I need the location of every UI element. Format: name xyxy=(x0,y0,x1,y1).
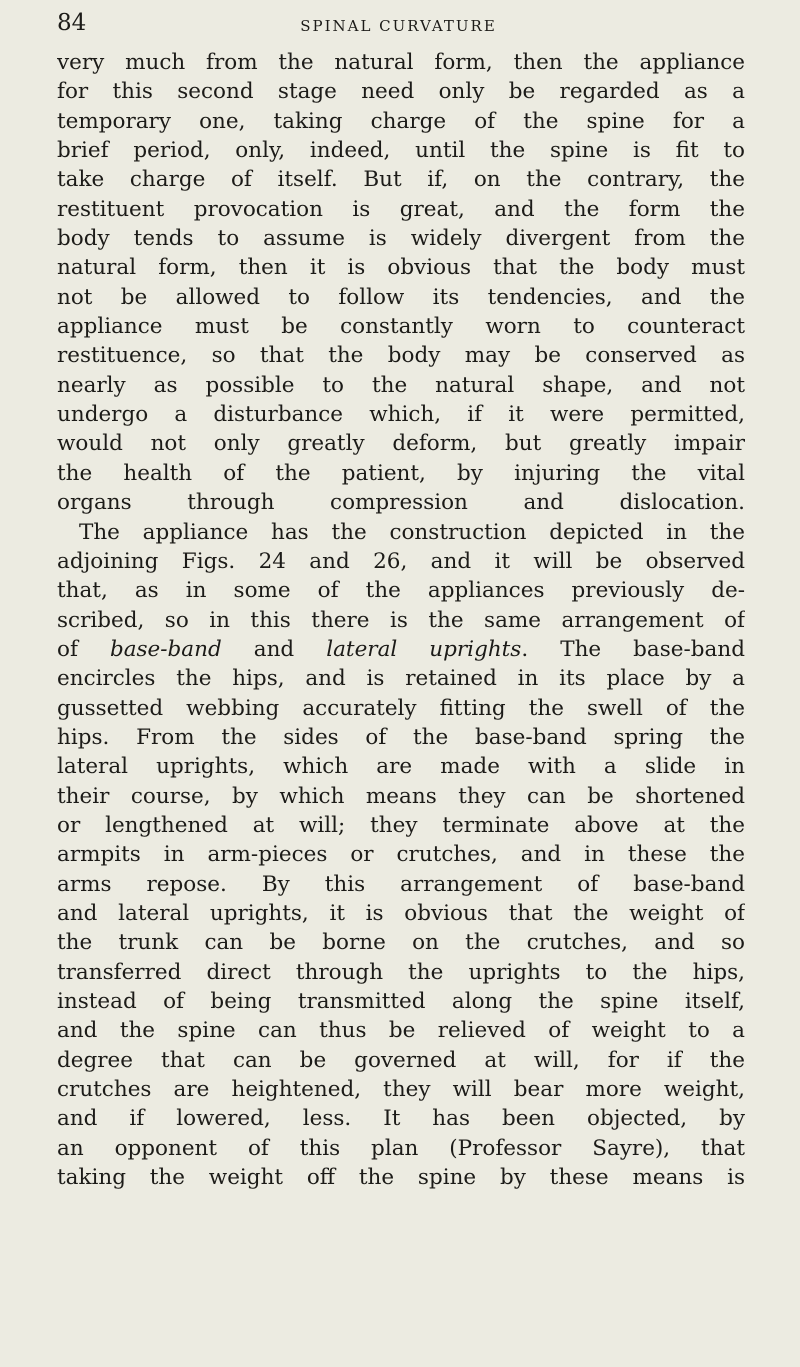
text-segment: the trunk can be borne on the crutches, and so xyxy=(57,930,745,956)
text-segment: brief period, only, indeed, until the spine is fit to xyxy=(57,138,745,164)
text-segment: scribed, so in this there is the same arrangement of xyxy=(57,607,745,633)
text-line xyxy=(57,136,745,165)
text-line xyxy=(57,694,745,723)
text-segment: transferred direct through the uprights to the hips, xyxy=(57,959,745,985)
text-segment: encircles the hips, and is retained in its place by a xyxy=(57,666,745,692)
page-number: 84 xyxy=(57,10,87,36)
text-segment: lateral uprights, which are made with a slide in xyxy=(57,754,745,780)
text-segment: crutches are heightened, they will bear more weight, xyxy=(57,1077,745,1103)
text-line xyxy=(57,253,745,282)
text-segment: instead of being transmitted along the spine itself, xyxy=(57,989,745,1014)
text-segment: adjoining Figs. 24 and 26, and it will be observed xyxy=(57,548,745,574)
text-line xyxy=(57,459,745,488)
text-segment: taking the weight off the spine by these means is xyxy=(57,1165,745,1191)
text-line xyxy=(57,224,745,253)
text-line xyxy=(57,1104,745,1133)
text-line xyxy=(57,107,745,136)
text-segment: and xyxy=(221,636,327,662)
text-segment: that, as in some of the appliances previously de- xyxy=(57,578,745,604)
text-line xyxy=(57,958,745,987)
text-segment: organs through compression and dislocation. xyxy=(57,490,745,516)
text-segment: restituence, so that the body may be conserved as xyxy=(57,343,745,369)
text-line xyxy=(57,987,745,1016)
text-line xyxy=(57,518,745,547)
text-segment: very much from the natural form, then the appliance xyxy=(57,50,745,75)
text-segment: nearly as possible to the natural shape, and not xyxy=(57,372,745,398)
text-line xyxy=(57,400,745,429)
text-segment: take charge of itself. But if, on the contrary, the xyxy=(57,167,745,193)
text-segment: and lateral uprights, it is obvious that the weight of xyxy=(57,900,745,926)
text-segment: not be allowed to follow its tendencies, and the xyxy=(57,284,745,310)
text-line xyxy=(57,576,745,605)
italic-term: lateral uprights xyxy=(326,636,522,662)
text-segment: degree that can be governed at will, for if the xyxy=(57,1047,745,1073)
text-line xyxy=(57,1134,745,1163)
text-line xyxy=(57,195,745,224)
text-line xyxy=(57,1075,745,1104)
text-line xyxy=(57,429,745,458)
text-line xyxy=(57,606,745,635)
text-line xyxy=(57,1163,745,1192)
text-segment: appliance must be constantly worn to counteract xyxy=(57,314,745,340)
italic-term: base-band xyxy=(109,636,222,662)
text-line xyxy=(57,928,745,957)
text-segment: The appliance has the construction depicted in the xyxy=(79,519,745,545)
text-line xyxy=(57,312,745,341)
text-segment: hips. From the sides of the base-band spring the xyxy=(57,724,745,750)
text-line xyxy=(57,782,745,811)
running-head: SPINAL CURVATURE xyxy=(300,17,497,35)
text-line xyxy=(57,840,745,869)
text-line xyxy=(57,48,745,77)
text-segment: an opponent of this plan (Professor Sayre), that xyxy=(57,1135,745,1161)
text-segment: body tends to assume is widely divergent from the xyxy=(57,226,745,252)
text-line xyxy=(57,283,745,312)
text-segment: temporary one, taking charge of the spine for a xyxy=(57,108,745,134)
text-segment: and if lowered, less. It has been objected, by xyxy=(57,1106,745,1132)
page-header xyxy=(57,10,740,44)
text-line xyxy=(57,664,745,693)
text-segment: their course, by which means they can be shortened xyxy=(57,783,745,809)
text-line xyxy=(57,488,745,517)
text-line xyxy=(57,1046,745,1075)
text-line xyxy=(57,341,745,370)
text-line xyxy=(57,635,745,664)
text-line xyxy=(57,371,745,400)
text-line xyxy=(57,899,745,928)
text-line xyxy=(57,547,745,576)
text-segment: of xyxy=(57,636,110,662)
text-segment: gussetted webbing accurately fitting the swell of the xyxy=(57,695,745,721)
text-line xyxy=(57,1016,745,1045)
text-line xyxy=(57,165,745,194)
body-text xyxy=(57,48,745,1192)
text-line xyxy=(57,811,745,840)
text-segment: undergo a disturbance which, if it were permitted, xyxy=(57,402,745,428)
text-segment: natural form, then it is obvious that the body must xyxy=(57,255,745,281)
text-segment: arms repose. By this arrangement of base-band xyxy=(57,871,745,897)
text-segment: or lengthened at will; they terminate above at the xyxy=(57,812,745,838)
text-line xyxy=(57,723,745,752)
text-segment: . The base-band xyxy=(521,636,745,662)
text-segment: and the spine can thus be relieved of weight to a xyxy=(57,1018,745,1044)
text-line xyxy=(57,77,745,106)
text-segment: for this second stage need only be regarded as a xyxy=(57,79,745,105)
text-segment: the health of the patient, by injuring the vital xyxy=(57,460,745,486)
text-segment: armpits in arm-pieces or crutches, and in these the xyxy=(57,842,745,868)
text-line xyxy=(57,870,745,899)
text-line xyxy=(57,752,745,781)
text-segment: would not only greatly deform, but greatly impair xyxy=(57,431,745,457)
text-segment: restituent provocation is great, and the form the xyxy=(57,196,745,222)
